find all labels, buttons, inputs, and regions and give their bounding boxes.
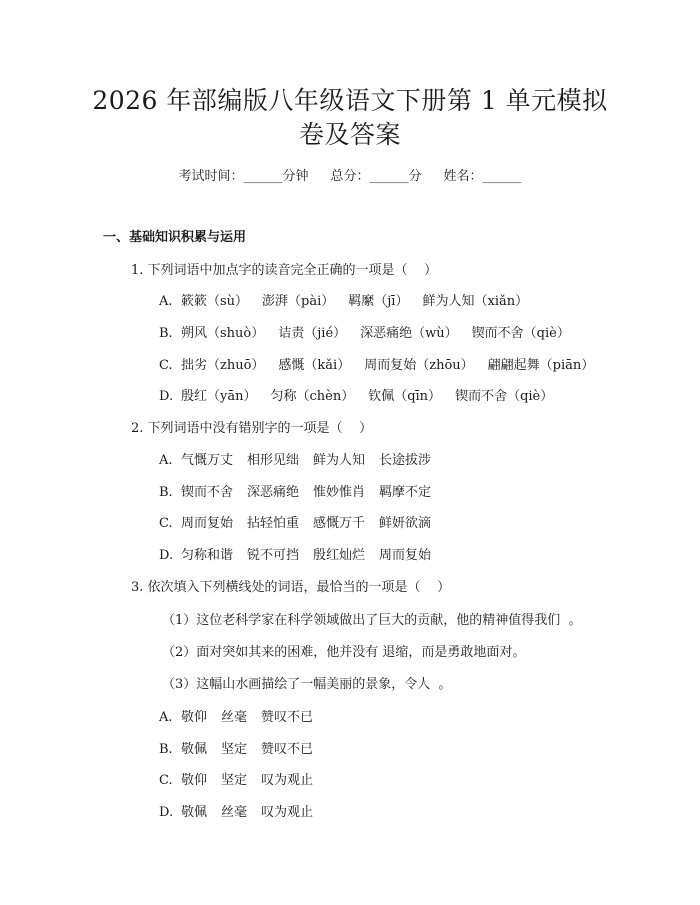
option-word: 周而复始（zhōu） (364, 358, 474, 373)
question-3-stem: 3. 依次填入下列横线处的词语，最恰当的一项是（ ） (131, 580, 451, 595)
option-word: 惟妙惟肖 (313, 485, 366, 500)
option-word: 锲而不舍（qiè） (455, 389, 554, 404)
option-word: 感慨万千 (313, 516, 366, 531)
question-3-option-a (159, 709, 313, 727)
time-unit: 分钟 (282, 169, 309, 184)
option-word: 拙劣（zhuō） (181, 358, 265, 373)
option-word: 敬佩 (181, 742, 208, 757)
option-label: C. (159, 516, 173, 531)
option-label: D. (159, 389, 174, 404)
time-label: 考试时间： (178, 169, 244, 184)
option-word: 敬仰 (181, 710, 208, 725)
option-word: 殷红（yān） (181, 389, 257, 404)
time-blank: ______ (243, 169, 283, 184)
option-word: 敬仰 (181, 773, 208, 788)
section-heading: 一、基础知识积累与运用 (103, 230, 247, 245)
option-word: 鲜妍欲滴 (379, 516, 432, 531)
option-label: D. (159, 548, 174, 563)
option-word: 感慨（kǎi） (278, 358, 351, 373)
question-2-option-b (159, 484, 431, 502)
option-word: 匀称和谐 (181, 548, 234, 563)
option-word: 锲而不舍 (181, 485, 234, 500)
option-word: 坚定 (221, 742, 248, 757)
option-word: 翩翩起舞（piān） (487, 358, 595, 373)
option-word: 叹为观止 (261, 805, 314, 820)
question-2-option-d (159, 547, 431, 565)
option-label: B. (159, 326, 173, 341)
option-word: 深恶痛绝（wù） (360, 326, 458, 341)
score-label: 总分： (330, 169, 370, 184)
question-3-option-c (159, 772, 313, 790)
score-blank: ______ (369, 169, 409, 184)
option-label: A. (159, 710, 173, 725)
option-label: B. (159, 742, 173, 757)
option-word: 气慨万丈 (181, 453, 234, 468)
option-word: 赞叹不已 (261, 742, 314, 757)
question-2-stem: 2. 下列词语中没有错别字的一项是（ ） (131, 421, 373, 436)
option-word: 匀称（chèn） (270, 389, 355, 404)
option-word: 敬佩 (181, 805, 208, 820)
option-label: A. (159, 453, 173, 468)
option-word: 钦佩（qīn） (368, 389, 442, 404)
exam-info-bar (0, 168, 700, 186)
option-word: 深恶痛绝 (247, 485, 300, 500)
option-word: 澎湃（pài） (262, 294, 335, 309)
option-word: 周而复始 (379, 548, 432, 563)
question-3-blank-sentence-3: （3）这幅山水画描绘了一幅美丽的景象，令人 。 (162, 677, 452, 692)
option-word: 相形见绌 (247, 453, 300, 468)
option-word: 殷红灿烂 (313, 548, 366, 563)
question-1-option-a (159, 293, 528, 311)
option-word: 羁縻（jī） (348, 294, 409, 309)
name-blank: ______ (482, 169, 522, 184)
question-3-option-b (159, 741, 313, 759)
option-word: 坚定 (221, 773, 248, 788)
question-3-option-d (159, 804, 313, 822)
question-3-blank-sentence-2: （2）面对突如其来的困难，他并没有 退缩，而是勇敢地面对。 (162, 645, 526, 660)
option-word: 诘责（jié） (278, 326, 347, 341)
option-word: 鲜为人知 (313, 453, 366, 468)
option-label: A. (159, 294, 173, 309)
question-3-blank-sentence-1: （1）这位老科学家在科学领域做出了巨大的贡献，他的精神值得我们 。 (162, 613, 582, 628)
option-word: 赞叹不已 (261, 710, 314, 725)
name-label: 姓名： (443, 169, 483, 184)
option-word: 丝毫 (221, 710, 248, 725)
page-title-line-1: 2026 年部编版八年级语文下册第 1 单元模拟 (92, 86, 608, 115)
page-title-line-2: 卷及答案 (298, 120, 401, 149)
option-word: 锲而不舍（qiè） (471, 326, 570, 341)
option-word: 鲜为人知（xiǎn） (422, 294, 529, 309)
option-word: 丝毫 (221, 805, 248, 820)
option-word: 周而复始 (181, 516, 234, 531)
option-word: 锐不可挡 (247, 548, 300, 563)
question-1-option-d (159, 388, 553, 406)
option-word: 长途拔涉 (379, 453, 432, 468)
question-2-option-a (159, 452, 431, 470)
question-1-option-b (159, 325, 570, 343)
option-word: 拈轻怕重 (247, 516, 300, 531)
question-1-option-c (159, 357, 594, 375)
option-label: D. (159, 805, 174, 820)
question-2-option-c (159, 515, 431, 533)
option-word: 簌簌（sù） (181, 294, 249, 309)
option-label: C. (159, 358, 173, 373)
question-1-stem: 1. 下列词语中加点字的读音完全正确的一项是（ ） (131, 263, 438, 278)
score-unit: 分 (408, 169, 422, 184)
option-word: 羁摩不定 (379, 485, 432, 500)
option-word: 叹为观止 (261, 773, 314, 788)
option-label: C. (159, 773, 173, 788)
option-label: B. (159, 485, 173, 500)
option-word: 朔风（shuò） (181, 326, 265, 341)
